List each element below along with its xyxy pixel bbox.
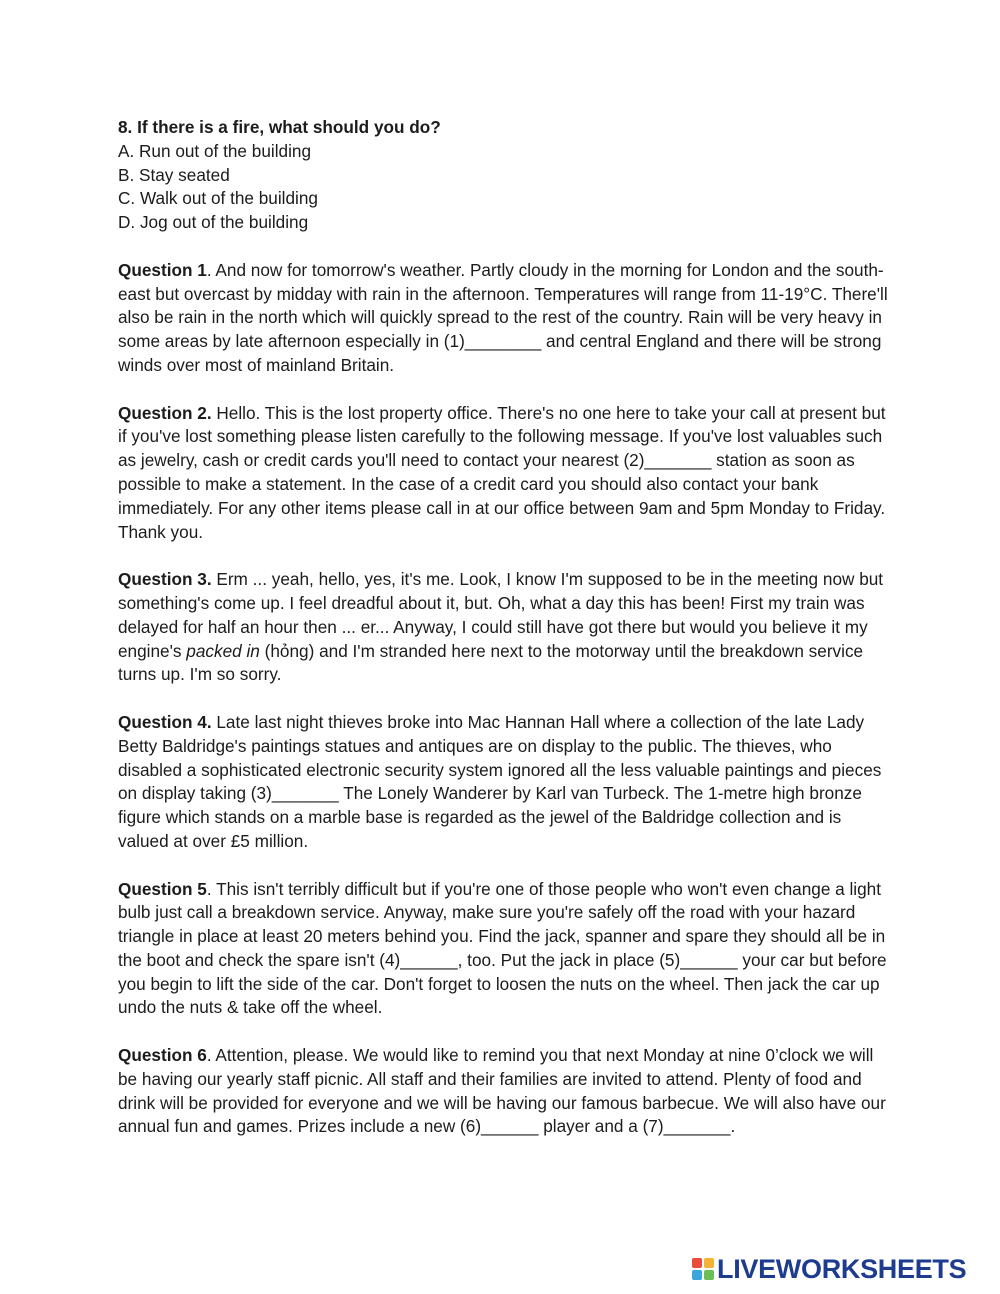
- question-2-text: Hello. This is the lost property office. There's no one here to take your call at present but if you've lost something please listen carefully to the following message. If you've lost valuables such as jewelry, cash or credit cards you'll need to contact your nearest (2)_______ station as soon as possible to make a statement. In the case of a credit card you should also contact your bank immediately. For any other items please call in at our office between 9am and 5pm Monday to Friday. Thank you.: [118, 402, 886, 542]
- question-4-paragraph: [118, 711, 888, 854]
- question-6-text: . Attention, please. We would like to remind you that next Monday at nine 0’clock we will be having our yearly staff picnic. All staff and their families are invited to attend. Plenty of food and drink will be provided for everyone and we will be having our famous barbecue. We will also have our annual fun and games. Prizes include a new (6)______ player and a (7)_______.: [118, 1045, 886, 1137]
- question-2-paragraph: [118, 402, 888, 545]
- question-8-option-c: C. Walk out of the building: [118, 188, 318, 209]
- question-4-text: Late last night thieves broke into Mac Hannan Hall where a collection of the late Lady Betty Baldridge's paintings statues and antiques are on display to the public. The thieves, who disabled a sophisticated electronic security system ignored all the less valuable paintings and pieces on display taking (3)_______ The Lonely Wanderer by Karl van Turbeck. The 1-metre high bronze figure which stands on a marble base is regarded as the jewel of the Baldridge collection and is valued at over £5 million.: [118, 711, 882, 851]
- liveworksheets-grid-icon: [692, 1258, 714, 1280]
- question-8-option-a: A. Run out of the building: [118, 140, 312, 161]
- question-5-paragraph: [118, 878, 888, 1021]
- question-2-label: Question 2.: [118, 402, 212, 423]
- question-8-option-b: B. Stay seated: [118, 164, 230, 185]
- question-3-text-before: Erm ... yeah, hello, yes, it's me. Look, I know I'm supposed to be in the meeting now but something's come up. I feel dreadful about it, but. Oh, what a day this has been! First my train was delayed for half an hour then ... er... Anyway, I could still have got there but would you believe it my engine's: [118, 569, 884, 661]
- question-3-italic-phrase: packed in: [186, 640, 260, 661]
- question-1-label: Question 1: [118, 259, 207, 280]
- question-8-option-d: D. Jog out of the building: [118, 212, 309, 233]
- logo-square-yellow: [704, 1258, 714, 1268]
- question-3-label: Question 3.: [118, 569, 212, 590]
- question-1-paragraph: [118, 259, 888, 378]
- question-4-label: Question 4.: [118, 711, 212, 732]
- logo-text: LIVEWORKSHEETS: [717, 1253, 967, 1284]
- logo-square-blue: [692, 1270, 702, 1280]
- question-8-title: 8. If there is a fire, what should you do?: [118, 117, 441, 137]
- question-3-paragraph: [118, 568, 888, 687]
- worksheet-content: [118, 116, 888, 1139]
- question-5-text: . This isn't terribly difficult but if you're one of those people who won't even change a light bulb just call a breakdown service. Anyway, make sure you're safely off the road with your hazard triangle in place at least 20 meters behind you. Find the jack, spanner and spare they should all be in the boot and check the spare isn't (4)______, too. Put the jack in place (5)______ your car but before you begin to lift the side of the car. Don't forget to loosen the nuts on the wheel. Then jack the car up undo the nuts & take off the wheel.: [118, 878, 887, 1018]
- question-5-label: Question 5: [118, 878, 207, 899]
- logo-square-red: [692, 1258, 702, 1268]
- logo-square-green: [704, 1270, 714, 1280]
- question-8-block: [118, 116, 888, 235]
- question-3-text-after: (hỏng) and I'm stranded here next to the motorway until the breakdown service turns up. I'm so sorry.: [118, 640, 864, 685]
- question-6-label: Question 6: [118, 1045, 207, 1066]
- liveworksheets-logo: [692, 1254, 966, 1284]
- question-6-paragraph: [118, 1044, 888, 1139]
- question-1-text: . And now for tomorrow's weather. Partly cloudy in the morning for London and the south-east but overcast by midday with rain in the afternoon. Temperatures will range from 11-19°C. There'll also be rain in the north which will quickly spread to the rest of the country. Rain will be very heavy in some areas by late afternoon especially in (1)________ and central England and there will be strong winds over most of mainland Britain.: [118, 259, 888, 375]
